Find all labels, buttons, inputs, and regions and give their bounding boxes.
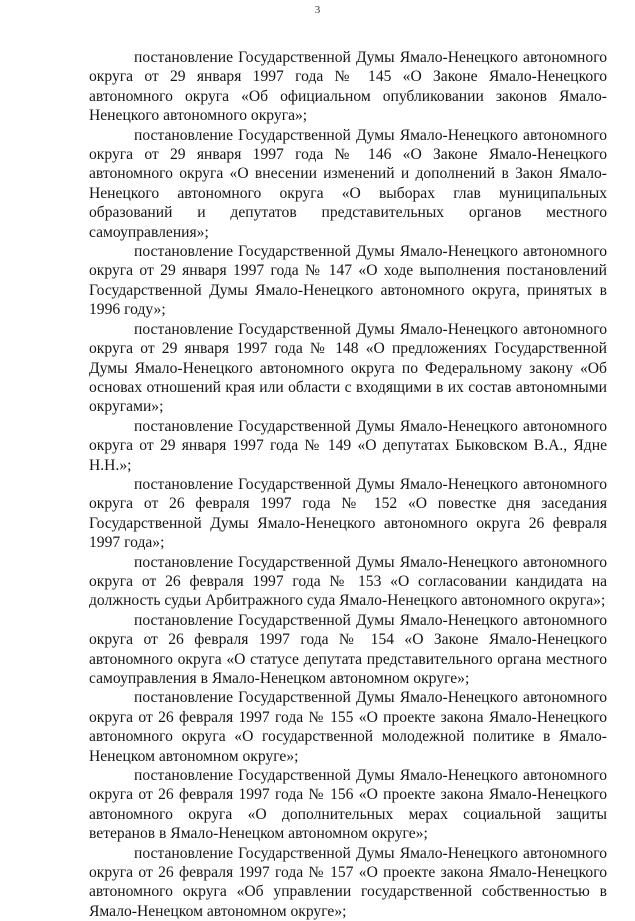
resolution-item-155: постановление Государственной Думы Ямало-Ненецкого автономного округа от 26 февраля 1997 года № 155 «О проекте закона Ямало-Ненецкого автономного округа «О государственной молодежной политике в Ямало-Ненецком автономном округе»;	[89, 689, 607, 765]
resolution-item-153: постановление Государственной Думы Ямало-Ненецкого автономного округа от 26 февраля 1997 года № 153 «О согласовании кандидата на должность судьи Арбитражного суда Ямало-Ненецкого автономного округа»;	[89, 553, 607, 610]
document-body	[89, 48, 607, 921]
resolution-item-156: постановление Государственной Думы Ямало-Ненецкого автономного округа от 26 февраля 1997 года № 156 «О проекте закона Ямало-Ненецкого автономного округа «О дополнительных мерах социальной защиты ветеранов в Ямало-Ненецком автономном округе»;	[89, 767, 607, 843]
resolution-item-148: постановление Государственной Думы Ямало-Ненецкого автономного округа от 29 января 1997 года № 148 «О предложениях Государственной Думы Ямало-Ненецкого автономного округа по Федеральному закону «Об основах отношений края или области с входящими в их состав автономными округами»;	[89, 320, 607, 416]
resolution-item-154: постановление Государственной Думы Ямало-Ненецкого автономного округа от 26 февраля 1997 года № 154 «О Законе Ямало-Ненецкого автономного округа «О статусе депутата представительного органа местного самоуправления в Ямало-Ненецком автономном округе»;	[89, 611, 607, 687]
resolution-item-152: постановление Государственной Думы Ямало-Ненецкого автономного округа от 26 февраля 1997 года № 152 «О повестке дня заседания Государственной Думы Ямало-Ненецкого автономного округа 26 февраля 1997 года»;	[89, 475, 607, 552]
resolution-item-147: постановление Государственной Думы Ямало-Ненецкого автономного округа от 29 января 1997 года № 147 «О ходе выполнения постановлений Государственной Думы Ямало-Ненецкого автономного округа, принятых в 1996 году»;	[89, 243, 607, 319]
resolution-item-149: постановление Государственной Думы Ямало-Ненецкого автономного округа от 29 января 1997 года № 149 «О депутатах Быковском В.А., Ядне Н.Н.»;	[89, 417, 607, 474]
resolution-item-145: постановление Государственной Думы Ямало-Ненецкого автономного округа от 29 января 1997 года № 145 «О Законе Ямало-Ненецкого автономного округа «Об официальном опубликовании законов Ямало-Ненецкого автономного округа»;	[89, 49, 607, 125]
resolution-item-146: постановление Государственной Думы Ямало-Ненецкого автономного округа от 29 января 1997 года № 146 «О Законе Ямало-Ненецкого автономного округа «О внесении изменений и дополнений в Закон Ямало-Ненецкого автономного округа «О выборах глав муниципальных образований и депутатов представительных органов местного самоуправления»;	[89, 126, 607, 241]
resolution-item-157: постановление Государственной Думы Ямало-Ненецкого автономного округа от 26 февраля 1997 года № 157 «О проекте закона Ямало-Ненецкого автономного округа «Об управлении государственной собственностью в Ямало-Ненецком автономном округе»;	[89, 844, 607, 920]
page-number: 3	[314, 4, 321, 16]
